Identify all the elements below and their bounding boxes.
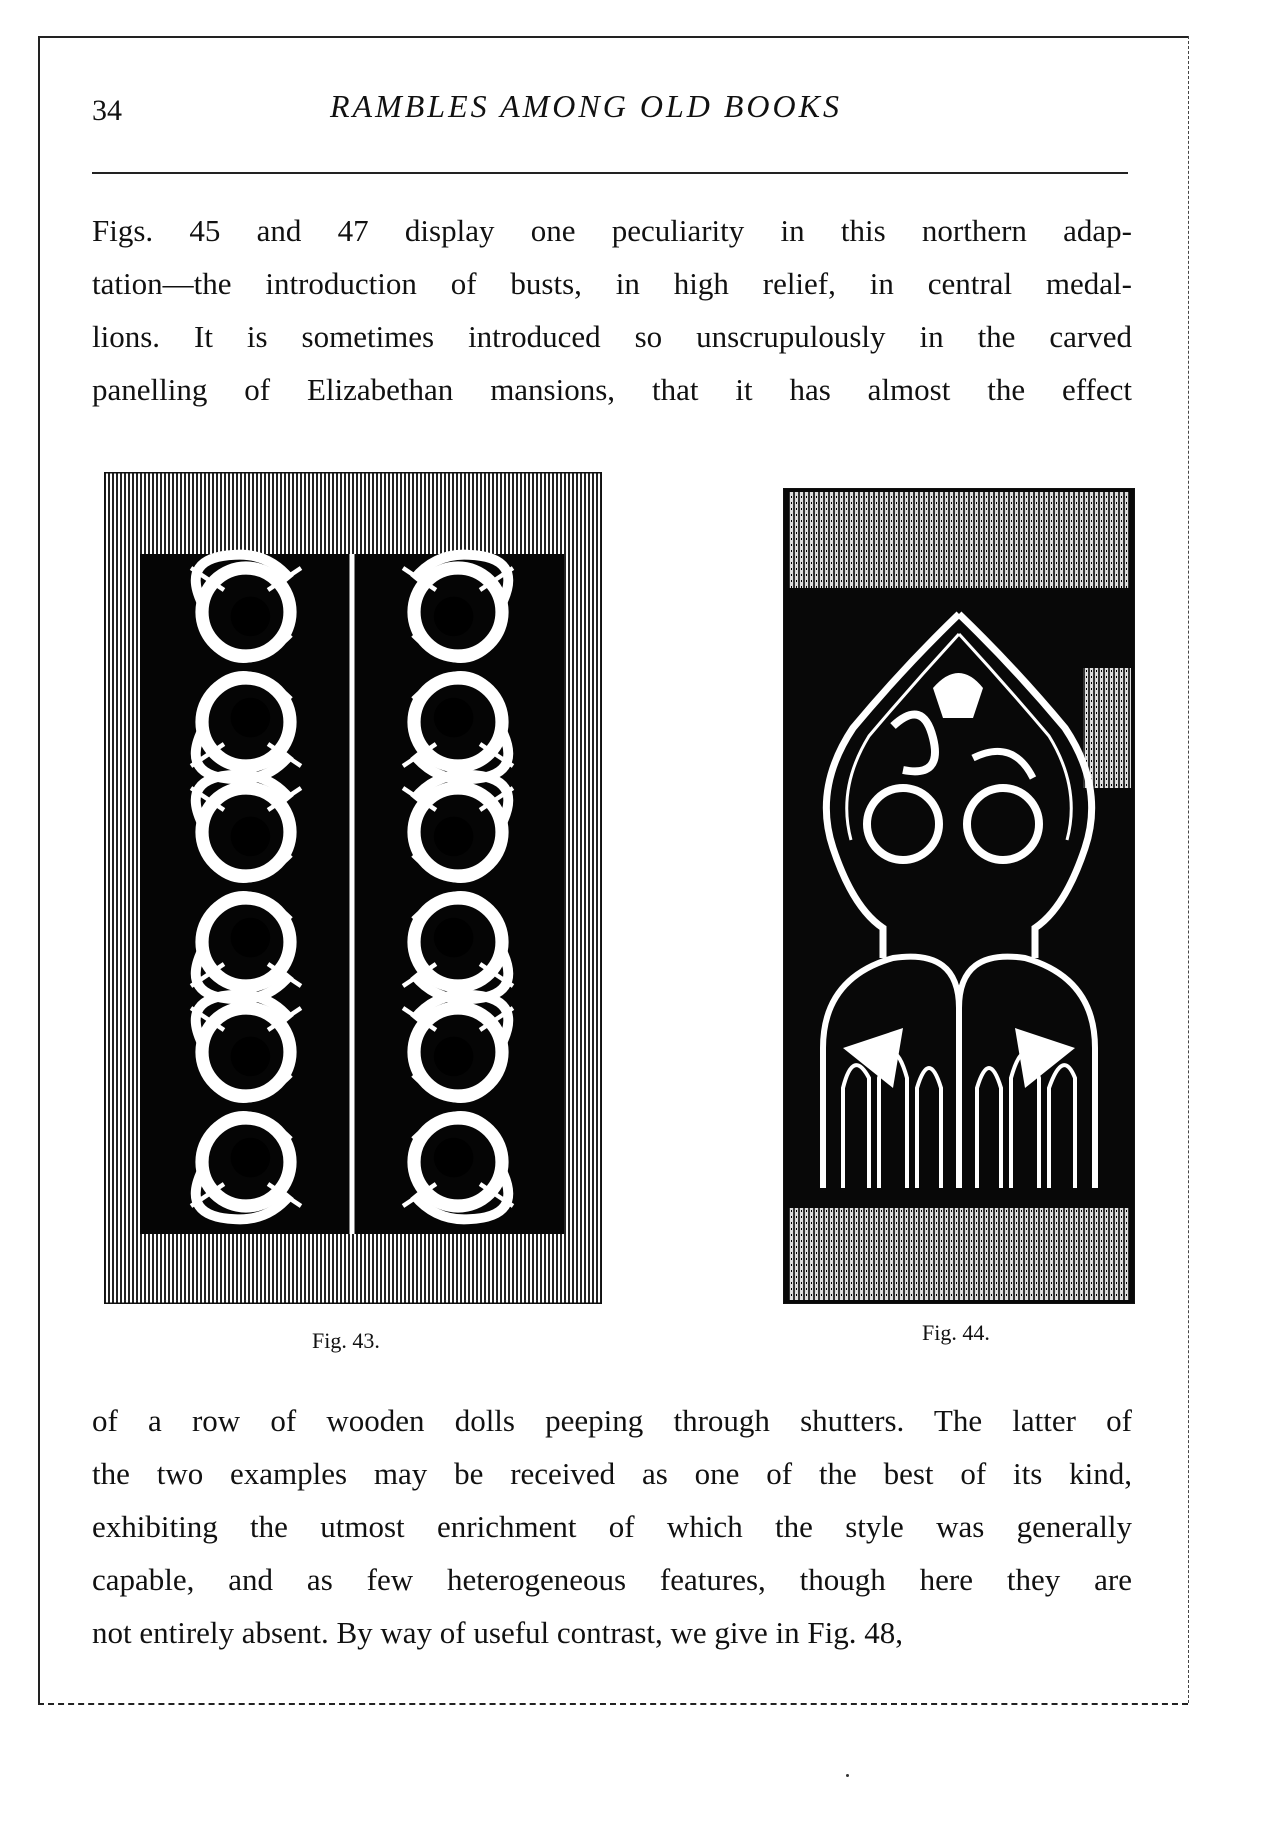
fig-43-illustration bbox=[104, 472, 602, 1304]
fig-44-illustration bbox=[783, 488, 1135, 1304]
running-title: RAMBLES AMONG OLD BOOKS bbox=[330, 88, 842, 124]
page-frame-left bbox=[38, 36, 40, 1703]
text-line: panelling of Elizabethan mansions, that it has almost the effect bbox=[92, 372, 1132, 407]
text-line: the two examples may be received as one of the best of its kind, bbox=[92, 1456, 1132, 1491]
fig-43-caption: Fig. 43. bbox=[312, 1328, 380, 1353]
page-frame-bottom bbox=[38, 1703, 1188, 1705]
text-line: Figs. 45 and 47 display one peculiarity in this northern adap- bbox=[92, 213, 1132, 248]
paragraph-bottom bbox=[92, 1394, 1132, 1659]
page-frame-right bbox=[1188, 36, 1189, 1703]
page-number: 34 bbox=[92, 94, 122, 127]
stray-ink-dot bbox=[846, 1774, 849, 1777]
page-frame-top bbox=[38, 36, 1188, 38]
text-line: not entirely absent. By way of useful contrast, we give in Fig. 48, bbox=[92, 1615, 904, 1650]
text-line: of a row of wooden dolls peeping through shutters. The latter of bbox=[92, 1403, 1132, 1438]
text-line: tation—the introduction of busts, in high relief, in central medal- bbox=[92, 266, 1132, 301]
fig-44-caption: Fig. 44. bbox=[922, 1320, 990, 1345]
paragraph-top bbox=[92, 204, 1132, 416]
text-line: exhibiting the utmost enrichment of which the style was generally bbox=[92, 1509, 1132, 1544]
header-rule bbox=[92, 172, 1128, 174]
text-line: lions. It is sometimes introduced so unscrupulously in the carved bbox=[92, 319, 1132, 354]
text-line: capable, and as few heterogeneous features, though here they are bbox=[92, 1562, 1132, 1597]
